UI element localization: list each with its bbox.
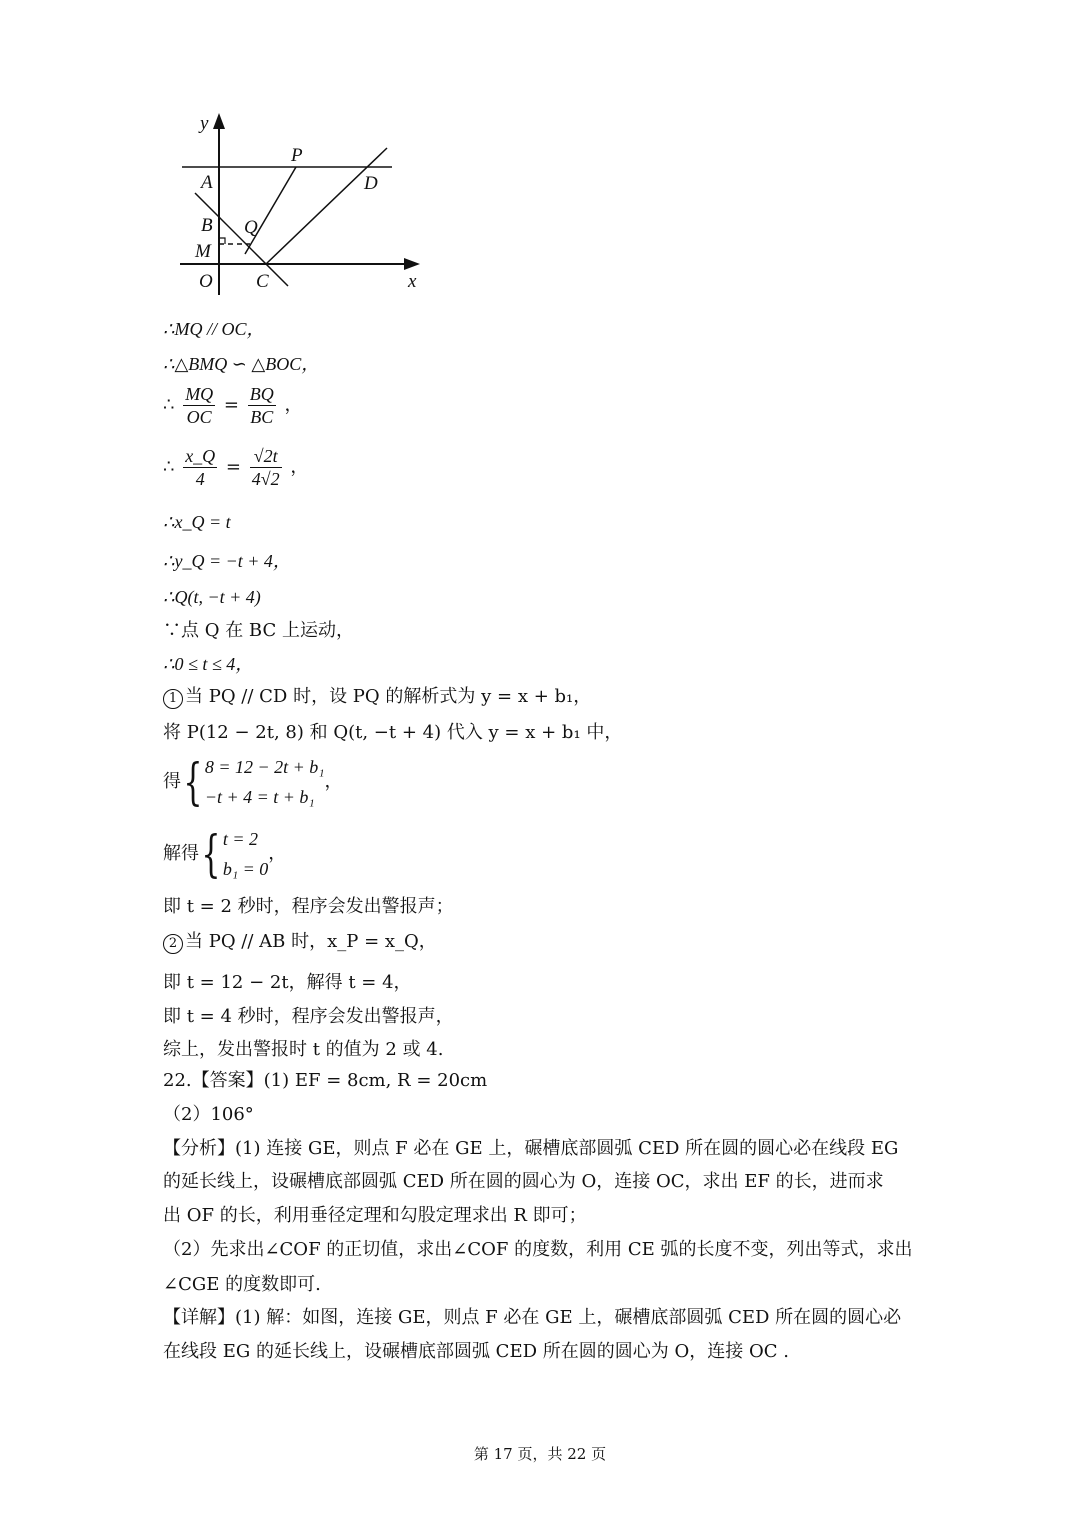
line-3: ∴ $\frac{MQ}{OC}$ = $\frac{BQ}{BC}$ ， [163,384,303,427]
label-P: P [291,145,303,166]
line-20: （2）106° [163,1104,254,1125]
line-6: ∴y_Q = −t + 4， [163,551,291,571]
label-A: A [201,172,213,193]
coordinate-figure [170,105,430,305]
left-brace: { [201,825,221,883]
line-16: 即 t = 12 − 2t，解得 t = 4， [163,972,412,993]
line-15 [163,933,437,954]
frac-den: OC [186,407,212,427]
equation-system [205,752,325,812]
line-1: ∴MQ // OC， [163,319,265,339]
frac-num: x_Q [185,446,216,466]
label-O: O [199,271,213,292]
label-C: C [256,271,269,292]
frac-num: MQ [185,384,214,404]
line-8: ∵点 Q 在 BC 上运动， [163,620,354,641]
line-15-text: 当 PQ // AB 时，x_P = x_Q， [185,931,437,952]
circled-number: 1 [163,689,183,709]
therefore-symbol: ∴ [163,394,175,416]
frac-num: √2t [250,447,282,468]
y-axis-arrow [213,113,225,129]
frac-den: 4 [195,469,205,489]
x-axis-arrow [404,258,420,270]
line-10-text: 当 PQ // CD 时，设 PQ 的解析式为 y = x + b₁， [185,686,592,707]
label-x: x [408,271,417,292]
line-2: ∴△BMQ ∽ △BOC， [163,354,320,374]
label-M: M [195,241,211,262]
fraction-sqrt [250,447,282,488]
line-CD [266,148,387,264]
line-19: 22.【答案】(1) EF = 8cm, R = 20cm [163,1070,488,1091]
left-brace: { [183,753,203,811]
jiede-label: 解得 [163,843,199,864]
line-4: ∴ $\frac{x\_Q}{4}$ = $\frac{√2t}{4√2}$ ， [163,446,309,489]
page-footer: 第 17 页，共 22 页 [473,1445,607,1463]
label-y: y [200,113,209,134]
frac-den: BC [250,407,274,427]
line-12 [163,752,343,812]
comma: ， [290,456,309,478]
solution-system [223,824,268,884]
de-label: 得 [163,771,181,792]
line-21: 【分析】(1) 连接 GE，则点 F 必在 GE 上，碾槽底部圆弧 CED 所在圆的圆心必在线段 EG [163,1138,899,1159]
line-17: 即 t = 4 秒时，程序会发出警报声， [163,1006,454,1027]
line-24: （2）先求出∠COF 的正切值，求出∠COF 的度数，利用 CE 弧的长度不变，列出等式，求出 [163,1239,913,1260]
comma: ， [268,843,287,864]
equation-1: 8 = 12 − 2t + b₁ [204,757,325,777]
label-B: B [201,215,213,236]
fraction-mq-oc [183,385,215,426]
line-25: ∠CGE 的度数即可. [163,1274,321,1295]
line-14: 即 t = 2 秒时，程序会发出警报声； [163,896,454,917]
line-13 [163,824,286,884]
line-9: ∴0 ≤ t ≤ 4， [163,654,254,674]
circled-number: 2 [163,934,183,954]
fraction-xq-4 [183,447,217,488]
comma: ， [324,771,343,792]
equation-2: −t + 4 = t + b₁ [204,787,315,807]
solution-1: t = 2 [222,829,258,849]
line-5: ∴x_Q = t [163,512,231,532]
frac-den: 4√2 [251,469,280,489]
fraction-bq-bc [248,385,276,426]
frac-num: BQ [249,384,274,404]
label-Q: Q [244,217,258,238]
line-23: 出 OF 的长，利用垂径定理和勾股定理求出 R 即可； [163,1205,587,1226]
therefore-symbol: ∴ [163,456,175,478]
comma: ， [284,394,303,416]
line-10 [163,688,591,709]
line-22: 的延长线上，设碾槽底部圆弧 CED 所在圆的圆心为 O，连接 OC，求出 EF 的长，进而求 [163,1171,884,1192]
line-PQ [245,167,296,254]
solution-2: b₁ = 0 [222,859,269,879]
line-11: 将 P(12 − 2t, 8) 和 Q(t, −t + 4) 代入 y = x + b₁ 中， [163,722,623,743]
line-7: ∴Q(t, −t + 4) [163,587,261,607]
label-D: D [364,173,378,194]
line-18: 综上，发出警报时 t 的值为 2 或 4. [163,1039,444,1060]
line-26: 【详解】(1) 解：如图，连接 GE，则点 F 必在 GE 上，碾槽底部圆弧 CED 所在圆的圆心必 [163,1307,902,1328]
line-27: 在线段 EG 的延长线上，设碾槽底部圆弧 CED 所在圆的圆心为 O，连接 OC . [163,1341,789,1362]
